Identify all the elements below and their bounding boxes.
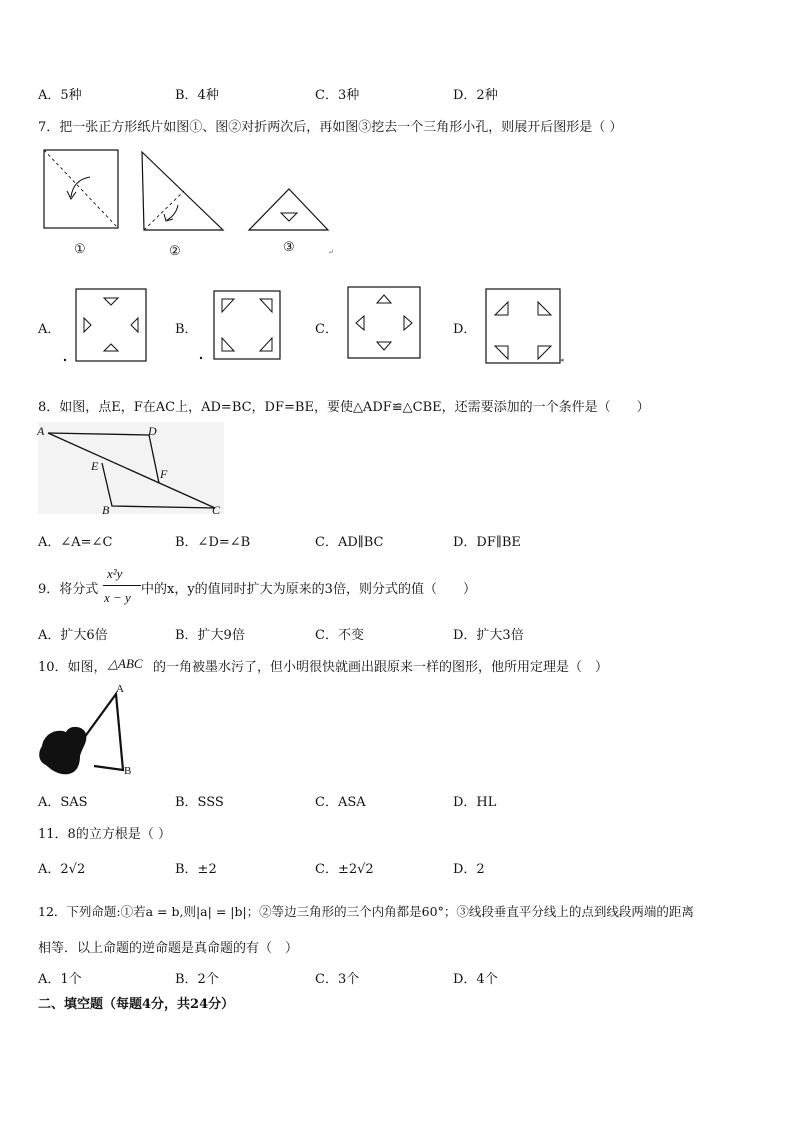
q10-option-b[interactable]: B．SSS (175, 795, 224, 810)
q11-options (0, 858, 794, 878)
q7-option-a-figure (62, 288, 152, 368)
q9-options (0, 624, 794, 644)
q9-option-d[interactable]: D．扩大3倍 (453, 628, 524, 643)
q7-stem: 7．把一张正方形纸片如图①、图②对折两次后，再如图③挖去一个三角形小孔，则展开后图形是（ ） (38, 120, 623, 135)
q11-option-c[interactable]: C．±2√2 (315, 862, 374, 877)
q9-stem-post: 中的x，y的值同时扩大为原来的3倍，则分式的值（ ） (141, 582, 476, 597)
svg-text:◂: ◂ (560, 356, 564, 364)
q9-stem-pre: 9．将分式 (38, 582, 99, 597)
q8-point-e-label: E (91, 459, 99, 473)
q12-option-c[interactable]: C．3个 (315, 972, 360, 987)
q12-options (0, 968, 794, 988)
q9-fraction-denominator: x − y (104, 590, 131, 605)
q6-option-d[interactable]: D．2种 (453, 88, 498, 103)
q11-option-b[interactable]: B．±2 (175, 862, 217, 877)
svg-text:↵: ↵ (328, 248, 334, 256)
q7-fig-label-3: ③ (283, 240, 295, 255)
q9-fraction (103, 566, 143, 610)
q10-point-b-label: B (124, 765, 132, 777)
q8-point-d-label: D (148, 424, 157, 438)
q10-option-a[interactable]: A．SAS (38, 795, 88, 810)
q9-fraction-numerator: x²y (107, 566, 123, 581)
q8-option-d[interactable]: D．DF∥BE (453, 535, 521, 550)
q9-option-b[interactable]: B．扩大9倍 (175, 628, 245, 643)
q7-option-c-figure (346, 286, 426, 361)
q7-option-d-figure (484, 288, 569, 366)
ink-blot (39, 727, 86, 774)
q8-point-c-label: C (212, 503, 221, 517)
q7-option-c[interactable]: C． (315, 322, 338, 337)
q10-options (0, 791, 794, 811)
q7-fig-label-1: ① (74, 242, 86, 257)
q7-option-d[interactable]: D． (453, 322, 477, 337)
q12-stem-line-1: 12．下列命题:①若a = b,则|a| = |b|；②等边三角形的三个内角都是60°；③线段垂直平分线上的点到线段两端的距离 (38, 904, 694, 919)
q7-option-b-figure (198, 290, 288, 365)
q8-options (0, 531, 794, 551)
q7-option-b[interactable]: B． (175, 322, 198, 337)
section-2-heading: 二、填空题（每题4分，共24分） (38, 997, 235, 1012)
q9-fraction-bar (103, 585, 141, 586)
q12-option-b[interactable]: B．2个 (175, 972, 219, 987)
q10-option-c[interactable]: C．ASA (315, 795, 366, 810)
q9-option-a[interactable]: A．扩大6倍 (38, 628, 108, 643)
q7-option-a[interactable]: A． (38, 322, 61, 337)
q6-option-b[interactable]: B．4种 (175, 88, 219, 103)
q11-option-a[interactable]: A．2√2 (38, 862, 86, 877)
q8-option-c[interactable]: C．AD∥BC (315, 535, 384, 550)
q10-stem-triangle: △ABC (108, 656, 143, 671)
q8-option-b[interactable]: B．∠D=∠B (175, 535, 251, 550)
q10-option-d[interactable]: D．HL (453, 795, 497, 810)
q7-fig-label-2: ② (169, 244, 181, 259)
q6-option-a[interactable]: A．5种 (38, 88, 82, 103)
q12-option-a[interactable]: A．1个 (38, 972, 82, 987)
q10-point-a-label: A (116, 683, 124, 695)
q8-point-a-label: A (37, 424, 45, 438)
q11-option-d[interactable]: D．2 (453, 862, 485, 877)
q6-option-c[interactable]: C．3种 (315, 88, 360, 103)
q8-point-b-label: B (102, 503, 110, 517)
q8-point-f-label: F (160, 467, 168, 481)
q8-stem: 8．如图，点E，F在AC上，AD=BC，DF=BE，要使△ADF≌△CBE，还需要添加的一个条件是（ ） (38, 400, 650, 415)
q8-option-a[interactable]: A．∠A=∠C (38, 535, 113, 550)
q12-option-d[interactable]: D．4个 (453, 972, 498, 987)
q8-figure (38, 422, 238, 520)
q6-options (0, 84, 794, 104)
q9-option-c[interactable]: C．不变 (315, 628, 364, 643)
q10-stem-pre: 10．如图， (38, 660, 107, 675)
q12-stem-line-2: 相等．以上命题的逆命题是真命题的有（ ） (38, 941, 299, 956)
q11-stem: 11．8的立方根是（ ） (38, 827, 171, 842)
q10-stem-post: 的一角被墨水污了，但小明很快就画出跟原来一样的图形，他所用定理是（ ） (153, 660, 609, 675)
